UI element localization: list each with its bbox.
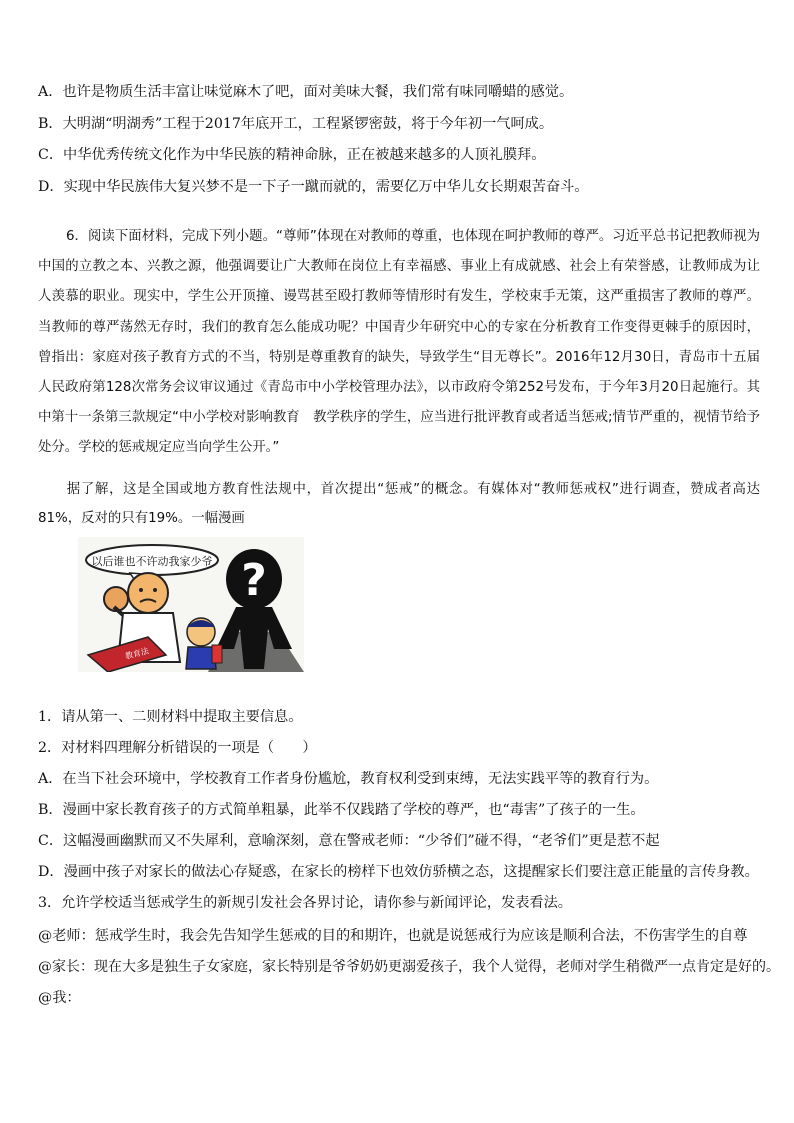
q6-intro-text: 6．阅读下面材料，完成下列小题。“尊师”体现在对教师的尊重，也体现在呵护教师的尊严。习近平总书记把教师视为中国的立教之本、兴教之源，他强调要让广大教师在岗位上有幸福感、事业上有成就感、社会上有荣誉感，让教师成为让人羡慕的职业。现实中，学生公开顶撞、谩骂甚至殴打教师等情形时有发生，学校束手无策，这严重损害了教师的尊严。当教师的尊严荡然无存时，我们的教育怎么能成功呢？中国青少年研究中心的专家在分析教育工作变得更棘手的原因时，曾指出：家庭对孩子教育方式的不当，特别是尊重教育的缺失，导致学生“目无尊长”。2016年12月30日，青岛市十五届人民政府第128次常务会议审议通过《青岛市中小学校管理办法》，以市政府令第252号发布，于今年3月20日起施行。其中第十一条第三款规定“中小学校对影响教育 教学秩序的学生，应当进行批评教育或者适当惩戒;情节严重的，视情节给予处分。学校的惩戒规定应当向学生公开。” — [38, 229, 760, 456]
option-d-q5: D．实现中华民族伟大复兴梦不是一下子一蹴而就的，需要亿万中华儿女长期艰苦奋斗。 — [38, 179, 589, 195]
parent-eye-right — [153, 588, 157, 592]
sub-question-3: 3．允许学校适当惩戒学生的新规引发社会各界讨论，请你参与新闻评论，发表看法。 — [38, 895, 572, 911]
option-c-q5: C．中华优秀传统文化作为中华民族的精神命脉，正在被越来越多的人顶礼膜拜。 — [38, 147, 546, 163]
q6-survey-paragraph — [38, 476, 760, 533]
speech-bubble-text: 以后谁也不许动我家少爷 — [91, 555, 213, 568]
q6-material-paragraph — [38, 222, 760, 464]
parent-comment: @家长：现在大多是独生子女家庭，家长特别是爷爷奶奶更溺爱孩子，我个人觉得，老师对学生稍微严一点肯定是好的。 — [38, 959, 780, 975]
q6-survey-text: 据了解，这是全国或地方教育性法规中，首次提出“惩戒”的概念。有媒体对“教师惩戒权”进行调查，赞成者高达81%，反对的只有19%。一幅漫画 — [38, 482, 760, 526]
sub-question-2-option-d: D．漫画中孩子对家长的做法心存疑惑，在家长的榜样下也效仿骄横之态，这提醒家长们要注意正能量的言传身教。 — [38, 864, 759, 880]
cartoon-image — [78, 537, 304, 672]
teacher-comment: @老师：惩戒学生时，我会先告知学生惩戒的目的和期许，也就是说惩戒行为应该是顺利合法，不伤害学生的自尊 — [38, 928, 748, 944]
sub-question-1: 1．请从第一、二则材料中提取主要信息。 — [38, 709, 303, 725]
law-book-title: 教育法 — [124, 646, 150, 661]
sub-question-2-option-b: B．漫画中家长教育孩子的方式简单粗暴，此举不仅践踏了学校的尊严，也“毒害”了孩子的一生。 — [38, 802, 645, 818]
child-backpack — [212, 645, 222, 663]
my-comment-prompt: @我： — [38, 990, 81, 1006]
parent-head — [128, 573, 168, 613]
sub-question-2-option-c: C．这幅漫画幽默而又不失犀利，意喻深刻，意在警戒老师：“少爷们”碰不得，“老爷们”更是惹不起 — [38, 833, 660, 849]
option-b-q5: B．大明湖“明湖秀”工程于2017年底开工，工程紧锣密鼓，将于今年初一气呵成。 — [38, 116, 554, 132]
option-a-q5: A．也许是物质生活丰富让味觉麻木了吧，面对美味大餐，我们常有味同嚼蜡的感觉。 — [38, 84, 574, 100]
sub-question-2-option-a: A．在当下社会环境中，学校教育工作者身份尴尬，教育权利受到束缚，无法实践平等的教育行为。 — [38, 771, 659, 787]
sub-question-2: 2．对材料四理解分析错误的一项是（ ） — [38, 740, 317, 756]
parent-eye-left — [139, 588, 143, 592]
question-mark-icon: ? — [241, 555, 267, 606]
